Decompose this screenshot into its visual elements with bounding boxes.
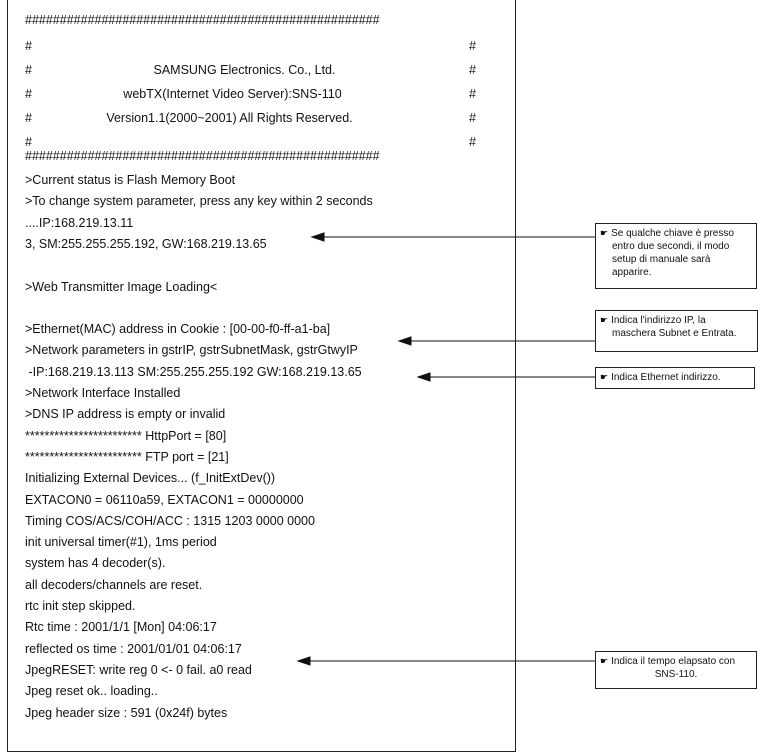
log-line: Jpeg reset ok.. loading.. — [25, 684, 158, 698]
callout-text: Indica Ethernet indirizzo. — [611, 372, 721, 383]
callout-text: Indica il tempo elapsato con — [611, 656, 736, 667]
callout-text: maschera Subnet e Entrata. — [612, 328, 737, 339]
log-line: >Current status is Flash Memory Boot — [25, 173, 236, 187]
pointing-hand-icon: ☛ — [600, 228, 609, 238]
log-line: >Network parameters in gstrIP, gstrSubnetMask, gstrGtwyIP — [25, 343, 358, 357]
banner-hash-left: # — [25, 39, 32, 53]
banner-hash-left: # — [25, 63, 32, 77]
log-line: system has 4 decoder(s). — [25, 556, 166, 570]
log-line: Initializing External Devices... (f_InitExtDev()) — [25, 471, 276, 485]
banner-hash-right: # — [469, 135, 476, 149]
pointing-hand-icon: ☛ — [600, 315, 609, 325]
log-line: init universal timer(#1), 1ms period — [25, 535, 217, 549]
arrow-head-3 — [418, 373, 430, 381]
banner-border-bottom: ################################################### — [25, 149, 380, 163]
log-line: Rtc time : 2001/1/1 [Mon] 04:06:17 — [25, 620, 217, 634]
arrow-head-1 — [312, 233, 324, 241]
callout-text: Se qualche chiave è presso — [611, 228, 734, 239]
log-line: all decoders/channels are reset. — [25, 578, 203, 592]
banner-hash-left: # — [25, 111, 32, 125]
banner-hash-right: # — [469, 39, 476, 53]
banner-version: Version1.1(2000~2001) All Rights Reserved. — [106, 111, 353, 125]
callout-elapsed-time — [595, 651, 757, 689]
banner-product: webTX(Internet Video Server):SNS-110 — [123, 87, 342, 101]
banner-hash-left: # — [25, 87, 32, 101]
log-line: ************************ HttpPort = [80] — [25, 429, 227, 443]
callout-text: Indica l'indirizzo IP, la — [611, 315, 706, 326]
log-line: JpegRESET: write reg 0 <- 0 fail. a0 read — [25, 663, 252, 677]
log-line: Jpeg header size : 591 (0x24f) bytes — [25, 706, 228, 720]
log-line: EXTACON0 = 06110a59, EXTACON1 = 00000000 — [25, 493, 304, 507]
banner-company: SAMSUNG Electronics. Co., Ltd. — [153, 63, 336, 77]
callout-ethernet — [595, 367, 755, 389]
pointing-hand-icon: ☛ — [600, 372, 609, 382]
log-line: rtc init step skipped. — [25, 599, 136, 613]
log-line: reflected os time : 2001/01/01 04:06:17 — [25, 642, 242, 656]
log-line: >Web Transmitter Image Loading< — [25, 280, 218, 294]
banner-hash-right: # — [469, 63, 476, 77]
callout-text: setup di manuale sarà apparire. — [612, 254, 711, 278]
banner-hash-right: # — [469, 111, 476, 125]
callout-text: SNS-110. — [654, 669, 698, 680]
log-line: >DNS IP address is empty or invalid — [25, 407, 226, 421]
arrow-head-2 — [399, 337, 411, 345]
banner-border-top: ################################################### — [25, 13, 380, 27]
log-line: ....IP:168.219.13.11 — [25, 216, 134, 230]
log-line: -IP:168.219.13.113 SM:255.255.255.192 GW:168.219.13.65 — [25, 365, 362, 379]
log-line: >Ethernet(MAC) address in Cookie : [00-00-f0-ff-a1-ba] — [25, 322, 331, 336]
callout-text: entro due secondi, il modo — [612, 241, 730, 252]
callout-ip-subnet — [595, 310, 758, 352]
banner-hash-right: # — [469, 87, 476, 101]
log-line: >Network Interface Installed — [25, 386, 181, 400]
callout-manual-setup — [595, 223, 757, 289]
log-line: 3, SM:255.255.255.192, GW:168.219.13.65 — [25, 237, 267, 251]
arrow-head-4 — [298, 657, 310, 665]
log-line: Timing COS/ACS/COH/ACC : 1315 1203 0000 0000 — [25, 514, 315, 528]
log-line: ************************ FTP port = [21] — [25, 450, 229, 464]
banner-hash-left: # — [25, 135, 32, 149]
log-line: >To change system parameter, press any key within 2 seconds — [25, 194, 373, 208]
pointing-hand-icon: ☛ — [600, 656, 609, 666]
